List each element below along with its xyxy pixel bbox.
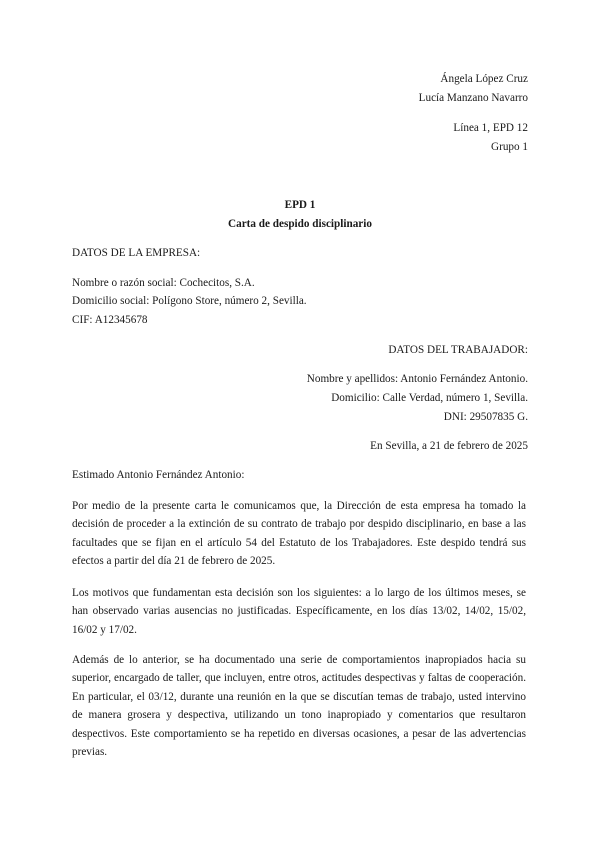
document-subtitle: Carta de despido disciplinario	[228, 218, 372, 230]
worker-section-label: DATOS DEL TRABAJADOR:	[388, 344, 528, 356]
worker-address: Domicilio: Calle Verdad, número 1, Sevilla.	[331, 392, 528, 404]
place-date: En Sevilla, a 21 de febrero de 2025	[370, 440, 528, 452]
paragraph-3: Además de lo anterior, se ha documentado una serie de comportamientos inapropiados hacia su superior, encargado de taller, que incluyen, entre otros, actitudes despectivas y faltas de cooperación. En particular, el 03/12, durante una reunión en la que se discutían temas de trabajo, usted intervino de manera grosera y despectiva, utilizando un tono inapropiado y comentarios que resultaron despectivos. Este comportamiento se ha repetido en diversas ocasiones, a pesar de las advertencias previas.	[72, 654, 526, 759]
worker-name: Nombre y apellidos: Antonio Fernández Antonio.	[306, 373, 528, 385]
worker-dni: DNI: 29507835 G.	[443, 411, 528, 423]
company-address: Domicilio social: Polígono Store, número 2, Sevilla.	[72, 295, 307, 307]
group-line-1: Línea 1, EPD 12	[453, 122, 528, 134]
group-line-2: Grupo 1	[491, 141, 528, 153]
greeting: Estimado Antonio Fernández Antonio:	[72, 469, 245, 481]
author-name-1: Ángela López Cruz	[440, 73, 528, 85]
company-name: Nombre o razón social: Cochecitos, S.A.	[72, 277, 255, 289]
paragraph-2: Los motivos que fundamentan esta decisión son los siguientes: a lo largo de los últimos meses, se han observado varias ausencias no justificadas. Específicamente, en los días 13/02, 14/02, 15/02, 16/02 y 17/02.	[72, 587, 526, 636]
company-section-label: DATOS DE LA EMPRESA:	[72, 247, 201, 259]
document-heading: EPD 1	[284, 199, 316, 211]
paragraph-1: Por medio de la presente carta le comunicamos que, la Dirección de esta empresa ha tomado la decisión de proceder a la extinción de su contrato de trabajo por despido disciplinario, en base a las facultades que se fijan en el artículo 54 del Estatuto de los Trabajadores. Este despido tendrá sus efectos a partir del día 21 de febrero de 2025.	[72, 500, 526, 568]
company-cif: CIF: A12345678	[72, 314, 148, 326]
author-name-2: Lucía Manzano Navarro	[418, 92, 528, 104]
